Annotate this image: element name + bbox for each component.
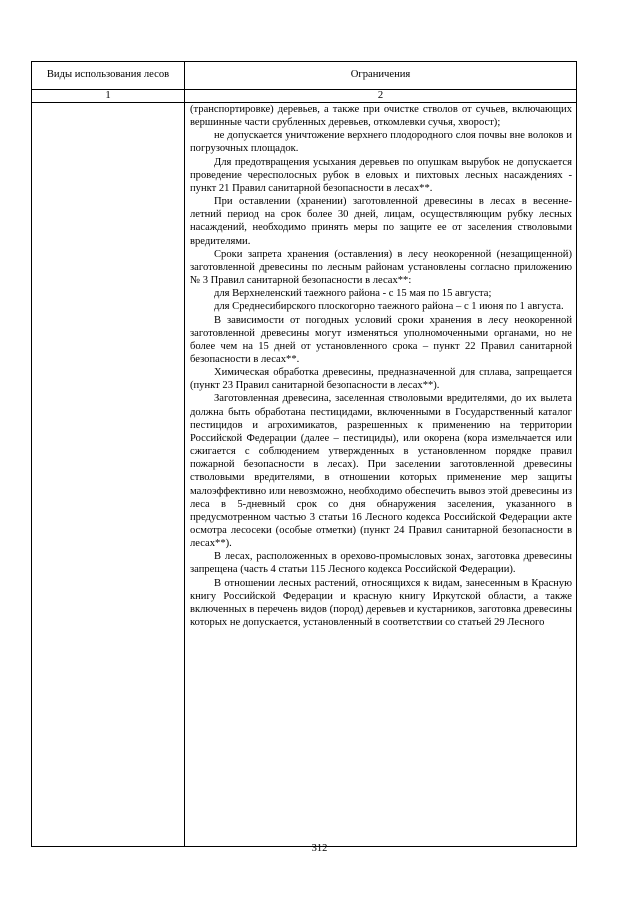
paragraph: (транспортировке) деревьев, а также при очистке стволов от сучьев, включающих вершинные части срубленных деревьев, откомлевки сучья, хворост);	[190, 104, 572, 129]
column-number-1: 1	[32, 90, 185, 103]
paragraph: В отношении лесных растений, относящихся к видам, занесенным в Красную книгу Российской Федерации и красную книгу Иркутской области, а также включенных в перечень видов (пород) деревьев и кустарников, заготовка древесины которых не допускается, установленный в соответствии со статьей 29 Лесного	[190, 577, 572, 629]
header-forest-use-types: Виды использования лесов	[32, 62, 185, 90]
paragraph: для Среднесибирского плоскогорно таежного района – с 1 июня по 1 августа.	[214, 301, 564, 313]
restrictions-cell	[185, 103, 577, 847]
paragraph: Для предотвращения усыхания деревьев по опушкам вырубок не допускается проведение чересполосных рубок в еловых и пихтовых лесных насаждениях - пункт 21 Правил санитарной безопасности в лесах**.	[190, 156, 572, 194]
paragraph: Сроки запрета хранения (оставления) в лесу неокоренной (незащищенной) заготовленной древесины по лесным районам установлены согласно приложению № 3 Правил санитарной безопасности в лесах**:	[190, 248, 572, 287]
paragraph: В зависимости от погодных условий сроки хранения в лесу неокоренной заготовленной древесины могут изменяться уполномоченными органами, но не более чем на 15 дней от установленного срока – пункт 22 Правил санитарной безопасности в лесах**.	[190, 314, 572, 365]
table-row	[32, 103, 577, 847]
paragraph: Заготовленная древесина, заселенная стволовыми вредителями, до их вылета должна быть обработана пестицидами, включенными в Государственный каталог пестицидов и агрохимикатов, разрешенных к применению на территории Российской Федерации (далее – пестициды), или окорена (кора измельчается или сжигается с соблюдением утвержденных в установленном порядке правил пожарной безопасности в лесах). При заселении заготовленной древесины стволовыми вредителями, в отношении которых применение мер защиты малоэффективно или невозможно, необходимо обеспечить вывоз этой древесины из леса в 5-дневный срок со дня обнаружения заселения, указанного в предусмотренном частью 3 статьи 16 Лесного кодекса Российской Федерации акте осмотра лесосеки (особые отметки) (пункт 24 Правил санитарной безопасности в лесах**).	[190, 393, 572, 550]
paragraph: В лесах, расположенных в орехово-промысловых зонах, заготовка древесины запрещена (часть 4 статьи 115 Лесного кодекса Российской Федерации).	[190, 551, 572, 576]
paragraph: не допускается уничтожение верхнего плодородного слоя почвы вне волоков и погрузочных площадок.	[190, 130, 572, 155]
column-number-2: 2	[185, 90, 577, 103]
table-header-row	[32, 62, 577, 90]
table-column-numbers-row	[32, 90, 577, 103]
forest-use-type-cell	[32, 103, 185, 847]
paragraph: При оставлении (хранении) заготовленной древесины в лесах в весенне-летний период на срок более 30 дней, лицам, осуществляющим рубку лесных насаждений, необходимо принять меры по защите ее от заселения стволовыми вредителями.	[190, 196, 572, 247]
restrictions-table	[31, 61, 577, 847]
paragraph: для Верхнеленский таежного района - с 15 мая по 15 августа;	[214, 288, 492, 300]
paragraph: Химическая обработка древесины, предназначенной для сплава, запрещается (пункт 23 Правил санитарной безопасности в лесах**).	[190, 367, 572, 392]
page-number: 312	[311, 843, 328, 854]
header-restrictions: Ограничения	[185, 62, 577, 90]
